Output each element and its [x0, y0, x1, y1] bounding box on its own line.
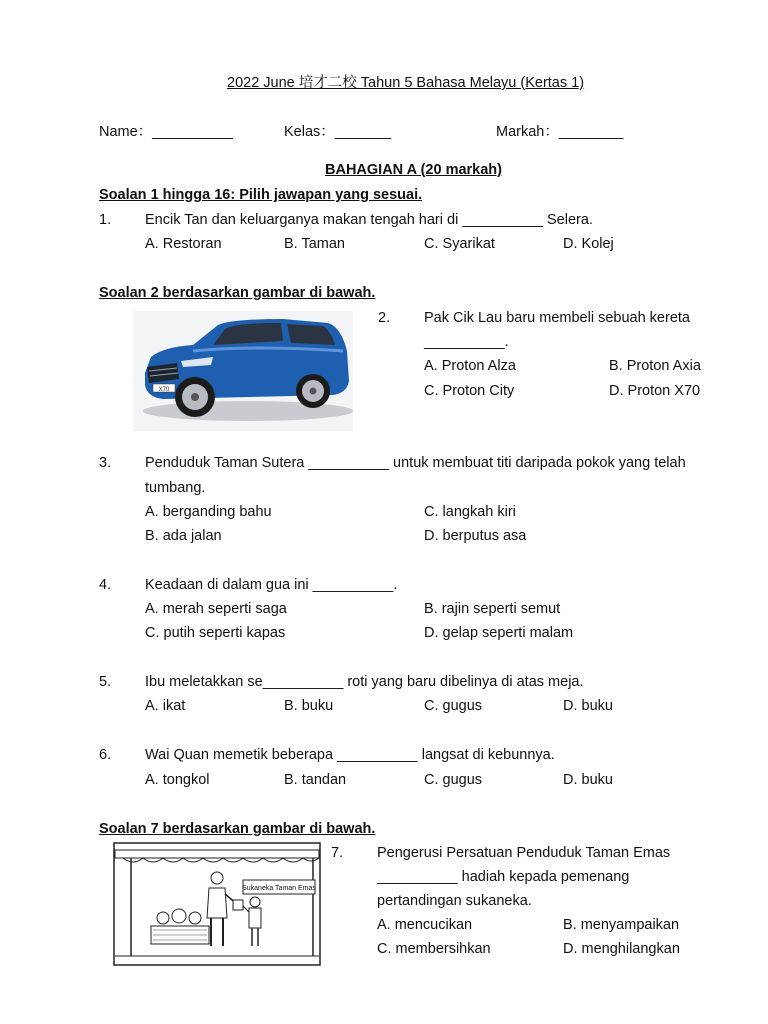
- q1-option-c: C. Syarikat: [424, 236, 495, 252]
- q7-option-c: C. membersihkan: [377, 941, 491, 957]
- q2-option-d: D. Proton X70: [609, 383, 701, 399]
- q2-text-line2: __________.: [424, 334, 509, 350]
- q3-number: 3.: [99, 455, 112, 471]
- q3-text-line2: tumbang.: [145, 480, 206, 496]
- q7-option-a: A. mencucikan: [377, 917, 473, 933]
- q5-option-c: C. gugus: [424, 698, 483, 714]
- q7-text-line1: Pengerusi Persatuan Penduduk Taman Emas: [377, 845, 671, 861]
- q3-option-c: C. langkah kiri: [424, 504, 516, 520]
- q4-option-a: A. merah seperti saga: [145, 601, 287, 617]
- q3-text-line1: Penduduk Taman Sutera __________ untuk membuat titi daripada pokok yang telah: [145, 455, 686, 471]
- q7-number: 7.: [331, 845, 344, 861]
- q5-option-a: A. ikat: [145, 698, 186, 714]
- q4-option-d: D. gelap seperti malam: [424, 625, 574, 641]
- q6-number: 6.: [99, 747, 112, 763]
- q6-text: Wai Quan memetik beberapa __________ langsat di kebunnya.: [145, 747, 555, 763]
- section-instruction: Soalan 1 hingga 16: Pilih jawapan yang sesuai.: [99, 187, 423, 203]
- q5-text: Ibu meletakkan se__________ roti yang baru dibelinya di atas meja.: [145, 674, 584, 690]
- q2-option-a: A. Proton Alza: [424, 358, 516, 374]
- q7-text-line2: __________ hadiah kepada pemenang: [377, 869, 630, 885]
- q1-option-a: A. Restoran: [145, 236, 222, 252]
- q6-option-c: C. gugus: [424, 772, 483, 788]
- q6-option-b: B. tandan: [284, 772, 347, 788]
- q2-heading: Soalan 2 berdasarkan gambar di bawah.: [99, 285, 376, 301]
- q5-number: 5.: [99, 674, 112, 690]
- q2-option-c: C. Proton City: [424, 383, 515, 399]
- section-title: BAHAGIAN A (20 markah): [325, 162, 502, 178]
- markah-field: Markah：________: [496, 124, 624, 140]
- q1-number: 1.: [99, 212, 112, 228]
- q6-option-d: D. buku: [563, 772, 613, 788]
- q4-number: 4.: [99, 577, 112, 593]
- car-image: [133, 311, 353, 431]
- q5-option-b: B. buku: [284, 698, 334, 714]
- prize-giving-image: [113, 842, 321, 966]
- q2-text-line1: Pak Cik Lau baru membeli sebuah kereta: [424, 310, 690, 326]
- q1-text: Encik Tan dan keluarganya makan tengah hari di __________ Selera.: [145, 212, 593, 228]
- q2-number: 2.: [378, 310, 391, 326]
- kelas-field: Kelas：_______: [284, 124, 392, 140]
- q1-option-b: B. Taman: [284, 236, 345, 252]
- q2-option-b: B. Proton Axia: [609, 358, 701, 374]
- name-field: Name：__________: [99, 124, 233, 140]
- q4-option-c: C. putih seperti kapas: [145, 625, 286, 641]
- page-title: 2022 June 培才二校 Tahun 5 Bahasa Melayu (Kertas 1): [227, 75, 585, 91]
- banner-text: Sukaneka Taman Emas: [242, 885, 316, 892]
- q1-option-d: D. Kolej: [563, 236, 614, 252]
- q7-option-d: D. menghilangkan: [563, 941, 680, 957]
- q3-option-a: A. berganding bahu: [145, 504, 272, 520]
- q4-text: Keadaan di dalam gua ini __________.: [145, 577, 398, 593]
- car-badge: X70: [158, 387, 170, 393]
- q5-option-d: D. buku: [563, 698, 613, 714]
- q3-option-b: B. ada jalan: [145, 528, 222, 544]
- q3-option-d: D. berputus asa: [424, 528, 527, 544]
- q6-option-a: A. tongkol: [145, 772, 210, 788]
- q7-heading: Soalan 7 berdasarkan gambar di bawah.: [99, 821, 376, 837]
- q4-option-b: B. rajin seperti semut: [424, 601, 561, 617]
- q7-option-b: B. menyampaikan: [563, 917, 680, 933]
- q7-text-line3: pertandingan sukaneka.: [377, 893, 532, 909]
